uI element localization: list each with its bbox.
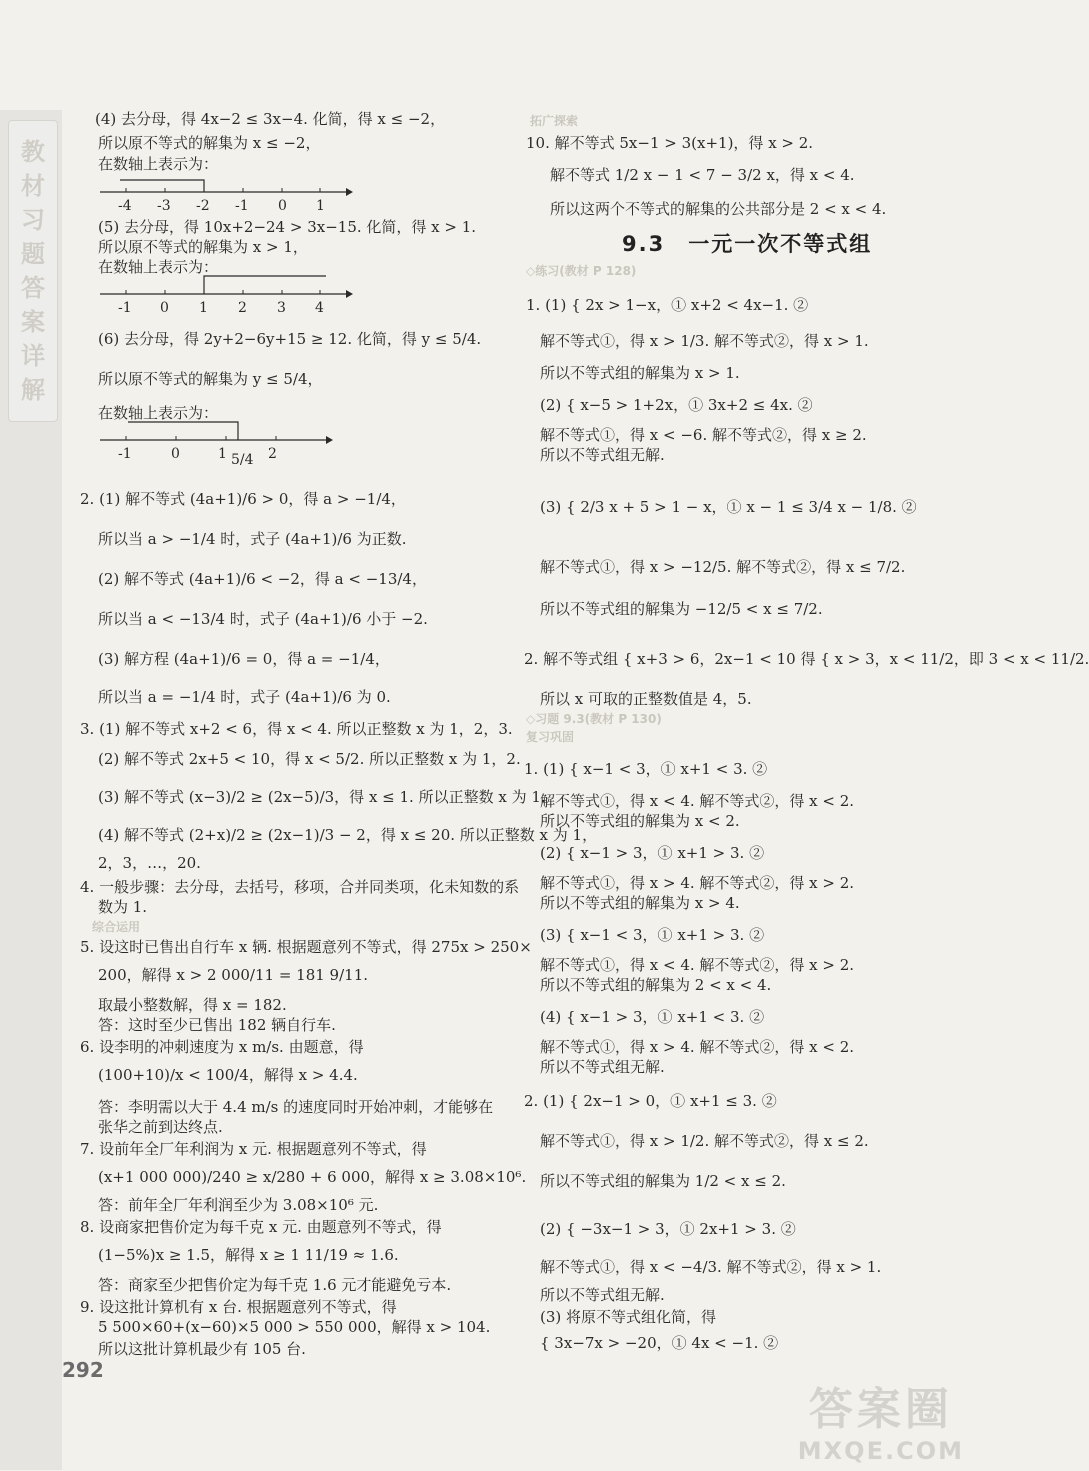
sidebar-char: 解 xyxy=(21,375,45,404)
text-line: 所以当 a = −1/4 时，式子 (4a+1)/6 为 0. xyxy=(98,688,391,706)
tick-label: 3 xyxy=(277,300,286,316)
page-number: 292 xyxy=(62,1358,104,1382)
text-line: 在数轴上表示为： xyxy=(98,258,219,276)
text-line: (3) 解方程 (4a+1)/6 = 0，得 a = −1/4， xyxy=(98,650,390,668)
text-line: 1. (1) { x−1 < 3，① x+1 < 3. ② xyxy=(524,760,768,778)
sidebar-char: 答 xyxy=(21,273,45,302)
text-line: 在数轴上表示为： xyxy=(98,155,219,173)
text-line: 所以不等式组的解集为 x > 1. xyxy=(540,364,740,382)
watermark-logo xyxy=(798,1373,964,1465)
text-line: (2) 解不等式 2x+5 < 10，得 x < 5/2. 所以正整数 x 为 1，2. xyxy=(98,750,521,768)
tick-label: -3 xyxy=(157,198,171,214)
text-line: (4) 去分母，得 4x−2 ≤ 3x−4. 化简，得 x ≤ −2， xyxy=(95,110,446,128)
text-line: 6. 设李明的冲刺速度为 x m/s. 由题意，得 xyxy=(80,1038,364,1056)
text-line: 7. 设前年全厂年利润为 x 元. 根据题意列不等式，得 xyxy=(80,1140,427,1158)
sidebar-char: 详 xyxy=(21,341,45,370)
text-line: 2. 解不等式组 { x+3 > 6，2x−1 < 10 得 { x > 3，x < 11/2，即 3 < x < 11/2. xyxy=(524,650,1089,668)
tick-label: 4 xyxy=(315,300,324,316)
text-line: 答：李明需以大于 4.4 m/s 的速度同时开始冲刺，才能够在 xyxy=(98,1098,494,1116)
text-line: 9. 设这批计算机有 x 台. 根据题意列不等式，得 xyxy=(80,1298,397,1316)
text-line: 解不等式①，得 x > 1/2. 解不等式②，得 x ≤ 2. xyxy=(540,1132,869,1150)
sidebar-char: 案 xyxy=(21,307,45,336)
text-line: 数为 1. xyxy=(98,898,148,916)
text-line: 所以当 a > −1/4 时，式子 (4a+1)/6 为正数. xyxy=(98,530,407,548)
tick-label: -4 xyxy=(118,198,132,214)
text-line: 所以不等式组的解集为 1/2 < x ≤ 2. xyxy=(540,1172,786,1190)
text-line: (2) 解不等式 (4a+1)/6 < −2，得 a < −13/4， xyxy=(98,570,427,588)
sidebar-char: 教 xyxy=(21,137,45,166)
text-line: 取最小整数解，得 x = 182. xyxy=(98,996,287,1014)
text-line: 10. 解不等式 5x−1 > 3(x+1)，得 x > 2. xyxy=(526,134,814,152)
text-line: 所以原不等式的解集为 y ≤ 5/4， xyxy=(98,370,323,388)
text-line: 解不等式①，得 x > 4. 解不等式②，得 x < 2. xyxy=(540,1038,855,1056)
text-line: 答：前年全厂年利润至少为 3.08×10⁶ 元. xyxy=(98,1196,379,1214)
tick-label: 2 xyxy=(238,300,247,316)
text-line: (2) { −3x−1 > 3，① 2x+1 > 3. ② xyxy=(540,1220,796,1238)
text-line: (5) 去分母，得 10x+2−24 > 3x−15. 化简，得 x > 1. xyxy=(98,218,477,236)
sidebar-char: 材 xyxy=(21,171,45,200)
text-line: 解不等式①，得 x < 4. 解不等式②，得 x > 2. xyxy=(540,956,855,974)
text-line: 解不等式①，得 x > −12/5. 解不等式②，得 x ≤ 7/2. xyxy=(540,558,906,576)
text-line: (3) 解不等式 (x−3)/2 ≥ (2x−5)/3，得 x ≤ 1. 所以正整数 x 为 1. xyxy=(98,788,546,806)
text-line: 解不等式 1/2 x − 1 < 7 − 3/2 x，得 x < 4. xyxy=(550,166,855,184)
tick-label: 1 xyxy=(218,446,227,462)
text-line: 1. (1) { 2x > 1−x，① x+2 < 4x−1. ② xyxy=(526,296,809,314)
text-line: 200，解得 x > 2 000/11 = 181 9/11. xyxy=(98,966,369,984)
text-line: (4) 解不等式 (2+x)/2 ≥ (2x−1)/3 − 2，得 x ≤ 20. 所以正整数 x 为 1， xyxy=(98,826,598,844)
text-line: 所以不等式组无解. xyxy=(540,1058,665,1076)
text-line: 所以这批计算机最少有 105 台. xyxy=(98,1340,306,1358)
text-line: (3) { 2/3 x + 5 > 1 − x，① x − 1 ≤ 3/4 x − 1/8. ② xyxy=(540,498,917,516)
text-line: 解不等式①，得 x > 1/3. 解不等式②，得 x > 1. xyxy=(540,332,869,350)
text-line: (3) 将原不等式组化简，得 xyxy=(540,1308,717,1326)
section-header: 拓广探索 xyxy=(530,114,579,128)
text-line: 在数轴上表示为： xyxy=(98,404,219,422)
number-line xyxy=(98,268,354,316)
tick-label: 1 xyxy=(316,198,325,214)
tick-label: 0 xyxy=(160,300,169,316)
text-line: (2) { x−1 > 3，① x+1 > 3. ② xyxy=(540,844,765,862)
section-header: ◇练习(教材 P 128) xyxy=(526,264,637,278)
text-line: 所以不等式组的解集为 2 < x < 4. xyxy=(540,976,772,994)
number-line xyxy=(98,412,334,478)
text-line: 4. 一般步骤：去分母，去括号，移项，合并同类项，化未知数的系 xyxy=(80,878,520,896)
text-line: 答：这时至少已售出 182 辆自行车. xyxy=(98,1016,336,1034)
text-line: 答：商家至少把售价定为每千克 1.6 元才能避免亏本. xyxy=(98,1276,452,1294)
text-line: 5. 设这时已售出自行车 x 辆. 根据题意列不等式，得 275x > 250× xyxy=(80,938,532,956)
tick-label: -2 xyxy=(196,198,210,214)
text-line: (3) { x−1 < 3，① x+1 > 3. ② xyxy=(540,926,765,944)
text-line: 所以不等式组无解. xyxy=(540,1286,665,1304)
text-line: 8. 设商家把售价定为每千克 x 元. 由题意列不等式，得 xyxy=(80,1218,442,1236)
tick-label: -1 xyxy=(118,446,132,462)
number-line xyxy=(98,170,354,214)
text-line: (x+1 000 000)/240 ≥ x/280 + 6 000，解得 x ≥ 3.08×10⁶. xyxy=(98,1168,527,1186)
text-line: (100+10)/x < 100/4，解得 x > 4.4. xyxy=(98,1066,358,1084)
text-line: (2) { x−5 > 1+2x，① 3x+2 ≤ 4x. ② xyxy=(540,396,813,414)
text-line: 所以不等式组的解集为 x > 4. xyxy=(540,894,740,912)
text-line: 所以这两个不等式的解集的公共部分是 2 < x < 4. xyxy=(550,200,887,218)
sidebar-title xyxy=(8,120,58,422)
text-line: 2，3，…，20. xyxy=(98,854,201,872)
tick-label: 0 xyxy=(278,198,287,214)
text-line: 解不等式①，得 x < −6. 解不等式②，得 x ≥ 2. xyxy=(540,426,867,444)
tick-label: -1 xyxy=(118,300,132,316)
section-header: 综合运用 xyxy=(92,920,141,934)
text-line: (1−5%)x ≥ 1.5，解得 x ≥ 1 11/19 ≈ 1.6. xyxy=(98,1246,399,1264)
text-line: 张华之前到达终点. xyxy=(98,1118,223,1136)
tick-label: 1 xyxy=(199,300,208,316)
tick-label: 5/4 xyxy=(231,452,254,468)
text-line: 所以不等式组的解集为 x < 2. xyxy=(540,812,740,830)
tick-label: 2 xyxy=(268,446,277,462)
text-line: 所以不等式组无解. xyxy=(540,446,665,464)
text-line: 解不等式①，得 x < 4. 解不等式②，得 x < 2. xyxy=(540,792,855,810)
text-line: 所以 x 可取的正整数值是 4，5. xyxy=(540,690,752,708)
sidebar-char: 题 xyxy=(21,239,45,268)
text-line: 所以原不等式的解集为 x > 1， xyxy=(98,238,308,256)
text-line: 3. (1) 解不等式 x+2 < 6，得 x < 4. 所以正整数 x 为 1，2，3. xyxy=(80,720,513,738)
tick-label: -1 xyxy=(235,198,249,214)
text-line: 所以不等式组的解集为 −12/5 < x ≤ 7/2. xyxy=(540,600,823,618)
text-line: 所以原不等式的解集为 x ≤ −2， xyxy=(98,134,321,152)
text-line: 2. (1) { 2x−1 > 0，① x+1 ≤ 3. ② xyxy=(524,1092,777,1110)
text-line: { 3x−7x > −20，① 4x < −1. ② xyxy=(540,1334,779,1352)
tick-label: 0 xyxy=(171,446,180,462)
text-line: 2. (1) 解不等式 (4a+1)/6 > 0，得 a > −1/4， xyxy=(80,490,406,508)
text-line: (4) { x−1 > 3，① x+1 < 3. ② xyxy=(540,1008,765,1026)
text-line: (6) 去分母，得 2y+2−6y+15 ≥ 12. 化简，得 y ≤ 5/4. xyxy=(98,330,482,348)
text-line: 5 500×60+(x−60)×5 000 > 550 000，解得 x > 104. xyxy=(98,1318,491,1336)
section-header: ◇习题 9.3(教材 P 130) xyxy=(526,712,662,726)
section-header: 复习巩固 xyxy=(526,730,575,744)
text-line: 所以当 a < −13/4 时，式子 (4a+1)/6 小于 −2. xyxy=(98,610,428,628)
text-line: 解不等式①，得 x > 4. 解不等式②，得 x > 2. xyxy=(540,874,855,892)
watermark-text: 答案圈 xyxy=(808,1384,953,1435)
watermark-url: MXQE.COM xyxy=(797,1437,964,1465)
text-line: 解不等式①，得 x < −4/3. 解不等式②，得 x > 1. xyxy=(540,1258,882,1276)
sidebar-char: 习 xyxy=(21,205,45,234)
section-title: 9.3 一元一次不等式组 xyxy=(622,232,873,256)
